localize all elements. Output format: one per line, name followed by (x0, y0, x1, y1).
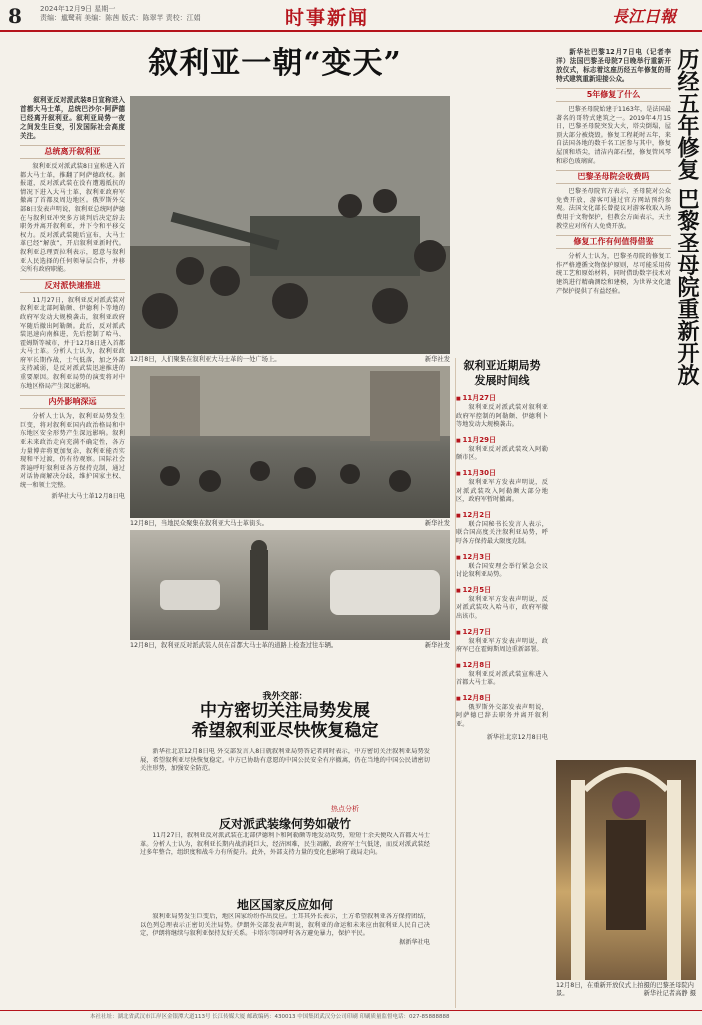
right-intro: 新华社巴黎12月7日电（记者李洋）法国巴黎圣母院7日晚举行重新开放仪式，标志着这座历经五年修复的哥特式建筑重新迎接公众。 (556, 48, 671, 83)
sec5-text (140, 913, 430, 998)
cathedral-illustration (556, 760, 696, 980)
footer-text: 本社社址：湖北省武汉市江岸区金银潭大道113号 长江传媒大厦 邮政编码：430013 中国集团武汉分公司印刷 印刷质量监督电话：027-85888888 (90, 1014, 450, 1020)
page-footer (0, 1010, 702, 1025)
sec5-head: 地区国家反应如何 (236, 898, 333, 912)
photo-street-crowd (130, 366, 450, 518)
photo1-caption (130, 356, 450, 364)
article-text-3: 分析人士认为，叙利亚局势发生巨变，将对叙利亚国内政治格局和中东地区安全形势产生深远影响。叙利亚未来政治走向充满不确定性，各方力量博弈将更加复杂，叙利亚能否实现和平过渡，仍有待观察。国际社会普遍呼吁叙利亚各方保持克制，通过对话协商解决分歧，维护国家主权、统一和领土完整。 (20, 413, 125, 489)
article-text-2: 11月27日，叙利亚反对派武装对叙利亚北部阿勒颇、伊德利卜等地的政府军发动大规模袭击，叙利亚政府军随后撤出阿勒颇。此后，反对派武装迅速向南推进，先后控制了哈马、霍姆斯等城市，并于12月8日进入首都大马士革。分析人士认为，叙利亚政府军长期作战，士气低落，加之外部支持减弱，是反对派武装迅速推进的重要原因。叙利亚局势的演变将对中东地区格局产生深远影响。 (20, 296, 125, 390)
timeline-text: 俄罗斯外交部发表声明说，阿萨德已辞去职务并离开叙利亚。 (456, 703, 548, 729)
timeline-text: 联合国安理会举行紧急会议讨论叙利亚局势。 (456, 562, 548, 579)
timeline-date: ■ 12月2日 (456, 510, 548, 521)
section-title: 时事新闻 (285, 7, 370, 29)
mid-head-large: 中方密切关注局势发展 希望叙利亚尽快恢复稳定 (191, 701, 379, 741)
photo1-caption-text: 12月8日，人们聚集在叙利亚大马士革的一处广场上。 (130, 356, 281, 363)
photo-tank-crowd (130, 96, 450, 354)
photo-checkpoint (130, 530, 450, 640)
timeline-date: ■ 12月8日 (456, 660, 548, 671)
page-number: 8 (8, 4, 22, 28)
photo3-source: 新华社发 (424, 642, 450, 649)
subhead-1: 总统离开叙利亚 (20, 145, 125, 159)
timeline-title: 叙利亚近期局势 发展时间线 (463, 359, 541, 387)
sec5-paragraph: 叙利亚局势发生巨变后，地区国家纷纷作出反应。土耳其外长表示，土方希望叙利亚各方保持团结，以色列总理表示正密切关注局势。伊朗外交部发表声明说，叙利亚的命运和未来应由叙利亚人民自己决定，伊朗将继续与叙利亚保持友好关系。卡塔尔等国呼吁各方避免暴力，保护平民。 (140, 913, 430, 938)
editor-line: 责编：尴鹭莉 美编：陈茜 版式：陈翠芊 责校：江娟 (40, 14, 201, 22)
main-headline: 叙利亚一朝“变天” (148, 46, 402, 81)
photo3-caption (130, 642, 450, 650)
right-text-1: 巴黎圣母院始建于1163年，是法国最著名的哥特式建筑之一。2019年4月15日，巴黎圣母院突发大火，塔尖倒塌，屋顶大部分被烧毁。修复工程耗时五年，来自法国各地的数千名工匠参与其中，修复屋顶和塔尖，清洁内部石壁，修复管风琴和彩色玻璃窗。 (556, 106, 671, 165)
timeline-text: 叙利亚军方发表声明说，政府军已在霍姆斯周边重新部署。 (456, 637, 548, 654)
right-sub-2: 巴黎圣母院会收费吗 (556, 170, 671, 184)
photo-notre-dame (556, 760, 696, 980)
timeline-text: 叙利亚军方发表声明说，反对派武装攻入阿勒颇大部分地区，政府军暂时撤离。 (456, 478, 548, 504)
timeline-date: ■ 12月3日 (456, 552, 548, 563)
timeline-text: 叙利亚军方发表声明说，反对派武装攻入哈马市，政府军撤出该市。 (456, 595, 548, 620)
tank-illustration (130, 96, 450, 354)
street-illustration (130, 366, 450, 518)
paper-logo: 長江日報 (612, 7, 677, 26)
photo2-caption (130, 520, 450, 528)
right-sub-3: 修复工作有何值得借鉴 (556, 235, 671, 249)
mid-head-small: 我外交部： (262, 692, 308, 702)
subhead-2: 反对派快速推进 (20, 279, 125, 293)
timeline-box (455, 358, 548, 1008)
right-vertical-title: 历经五年修复 巴黎圣母院重新开放 (674, 48, 700, 386)
timeline-date: ■ 12月7日 (456, 627, 548, 638)
right-text-2: 巴黎圣母院官方表示，圣母院对公众免费开放，游客可通过官方网站预约参观。法国文化部长曾提议对游客收取入场费用于文物保护，但教会方面表示，天主教堂应对所有人免费开放。 (556, 188, 671, 230)
sec4-head: 反对派武装缘何势如破竹 (218, 817, 351, 831)
photo2-source: 新华社发 (424, 520, 450, 527)
timeline-date: ■ 12月5日 (456, 585, 548, 596)
timeline-text: 叙利亚反对派武装攻入阿勒颇市区。 (456, 445, 548, 462)
right-photo-source: 新华社记者高静 摄 (643, 990, 696, 997)
hot-label: 热点分析 (331, 805, 359, 813)
photo1-source: 新华社发 (424, 356, 450, 363)
timeline-items (456, 393, 548, 730)
timeline-text: 叙利亚反对派武装宣称进入首都大马士革。 (456, 670, 548, 687)
sec4-paragraph: 11月27日，叙利亚反对派武装在北部伊德利卜和阿勒颇等地发动攻势，短短十余天便攻入首都大马士革。分析人士认为，叙利亚长期内战消耗巨大，经济困难，民生凋敝，政府军士气低迷，而反对派武装经过多年整合，组织度和战斗力有所提升。此外，外部支持力量的变化也影响了战局走向。 (140, 832, 430, 857)
right-photo-caption-text: 12月8日，在重新开放仪式上拍摄的巴黎圣母院内景。 (556, 982, 694, 997)
mid-intro (140, 748, 430, 796)
right-photo-caption (556, 982, 696, 998)
timeline-source: 新华社北京12月8日电 (486, 733, 548, 741)
right-sub-1: 5年修复了什么 (556, 88, 671, 102)
sec5-source: 据新华社电 (399, 938, 430, 946)
date-line: 2024年12月9日 星期一 (40, 5, 116, 13)
timeline-text: 联合国秘书长发言人表示，联合国高度关注叙利亚局势，呼吁各方保持最大限度克制。 (456, 520, 548, 545)
timeline-date: ■ 11月27日 (456, 393, 548, 404)
sec4-text (140, 832, 430, 892)
photo2-caption-text: 12月8日，当地民众聚集在叙利亚大马士革街头。 (130, 520, 268, 527)
checkpoint-illustration (130, 530, 450, 640)
article-text-1: 叙利亚反对派武装8日宣称进入首都大马士革，推翻了阿萨德政权。据报道，反对派武装在没有遭遇抵抗的情况下进入大马士革，叙利亚政府军撤离了首都及周边地区。俄罗斯外交部8日发表声明说，叙利亚总统阿萨德在与叙利亚冲突多方谈判后决定辞去职务并离开叙利亚，并下令和平移交权力。反对派武装随后宣布，大马士革已经“解放”，开启叙利亚新时代。叙利亚总理贾拉利表示，愿意与叙利亚人民选择的任何领导层合作，并移交所有政府职能。 (20, 163, 125, 274)
article-column-1 (20, 96, 125, 996)
timeline-date: ■ 11月30日 (456, 468, 548, 479)
timeline-date: ■ 11月29日 (456, 435, 548, 446)
right-text-3: 分析人士认为，巴黎圣母院的修复工作严格遵循文物保护原则，尽可能采用传统工艺和原始材料，同时借助数字技术对建筑进行精确测绘和建模，为世界文化遗产保护提供了有益经验。 (556, 253, 671, 295)
timeline-date: ■ 12月8日 (456, 693, 548, 704)
subhead-3: 内外影响深远 (20, 395, 125, 409)
mid-intro-text: 新华社北京12月8日电 外交部发言人8日就叙利亚局势答记者问时表示，中方密切关注叙利亚局势发展，希望叙利亚尽快恢复稳定。中方已协助有意愿的中国公民安全有序撤离，仍在当地的中国公民请密切关注形势，加强安全防范。 (140, 748, 430, 773)
masthead-meta (40, 5, 201, 23)
article-source: 新华社大马士革12月8日电 (51, 492, 125, 500)
timeline-text: 叙利亚反对派武装对叙利亚政府军控制的阿勒颇、伊德利卜等地发动大规模袭击。 (456, 404, 548, 429)
article-intro: 叙利亚反对派武装8日宣称进入首都大马士革，总统巴沙尔·阿萨德已经离开叙利亚。叙利亚局势一夜之间发生巨变，引发国际社会高度关注。 (20, 96, 125, 140)
photo3-caption-text: 12月8日，叙利亚反对派武装人员在首都大马士革的道路上检查过往车辆。 (130, 642, 338, 649)
